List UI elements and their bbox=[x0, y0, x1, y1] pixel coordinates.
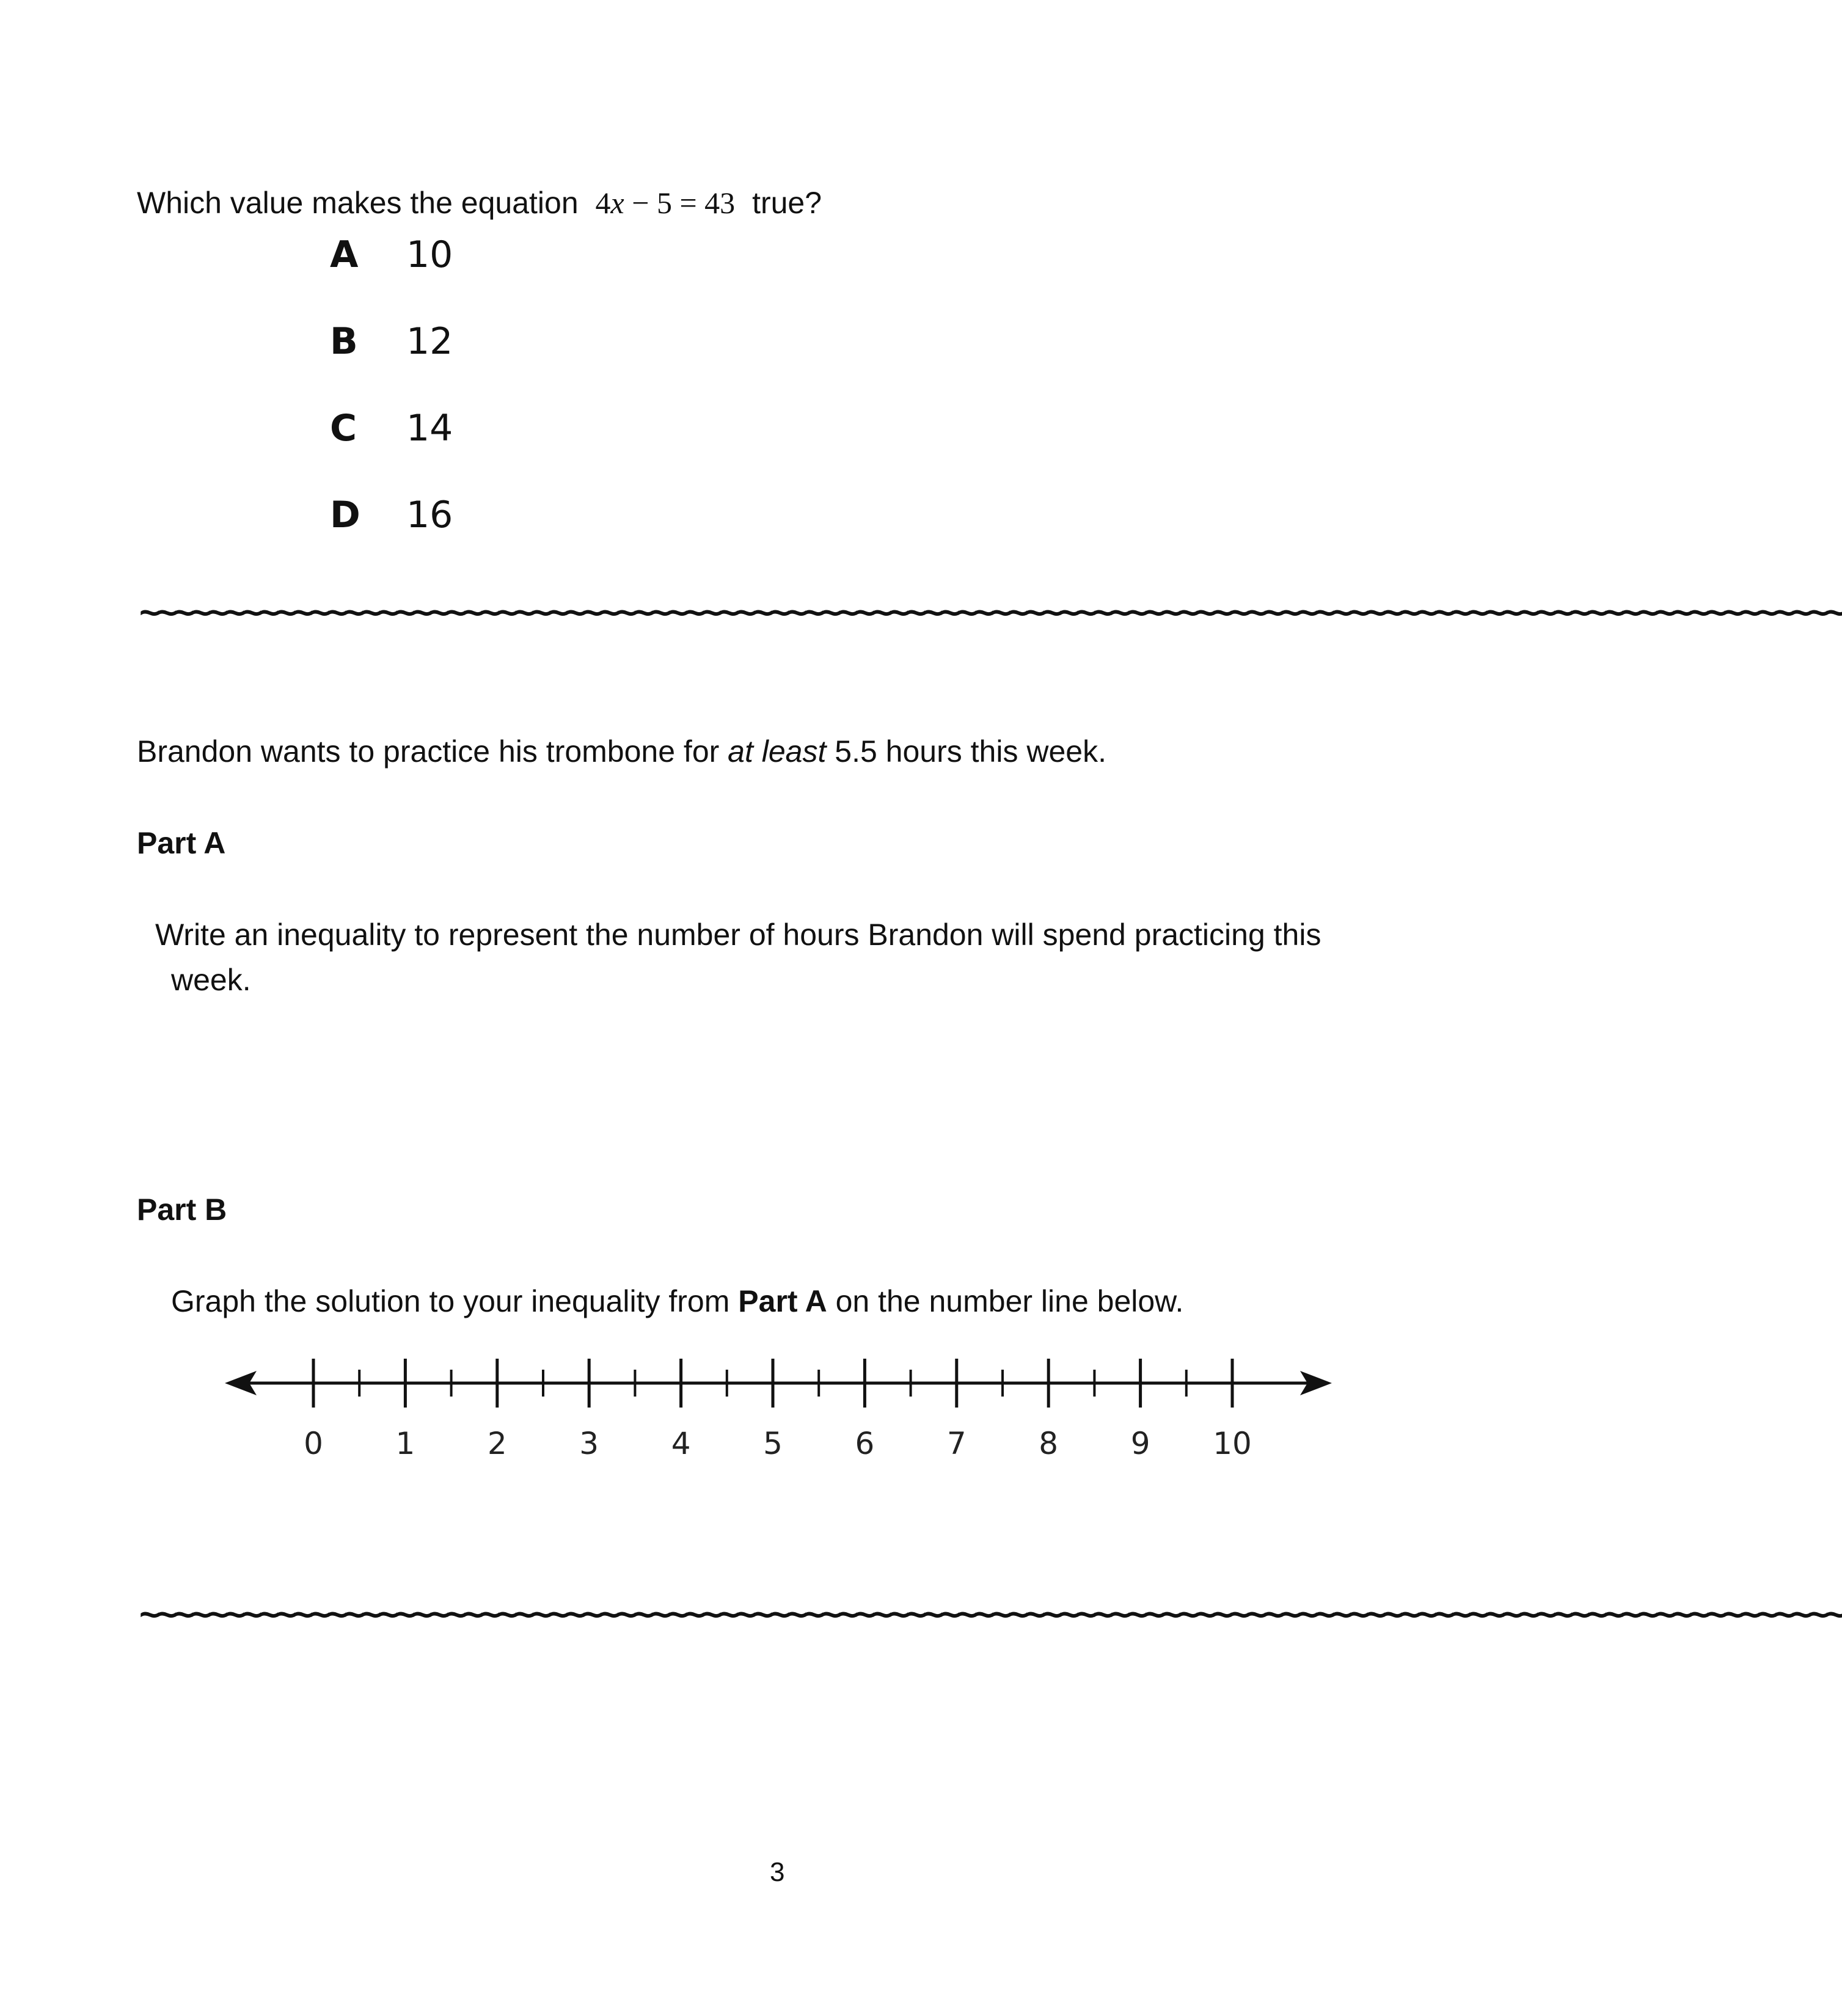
tick-label: 2 bbox=[487, 1426, 507, 1461]
number-line-ticks bbox=[313, 1359, 1232, 1408]
part-a-heading: Part A bbox=[137, 826, 226, 860]
choice-d[interactable] bbox=[330, 494, 453, 536]
number-line[interactable] bbox=[0, 1338, 1558, 1497]
question1-prompt bbox=[137, 184, 822, 221]
choice-value: 10 bbox=[406, 233, 453, 276]
equation-variable: x bbox=[610, 186, 624, 220]
choice-value: 14 bbox=[406, 407, 453, 450]
tick-label: 10 bbox=[1213, 1426, 1252, 1461]
part-b-text-end: on the number line below. bbox=[827, 1284, 1184, 1318]
equation-rest: − 5 = 43 bbox=[624, 186, 736, 220]
tick-label: 1 bbox=[395, 1426, 415, 1461]
part-a-text-line2: week. bbox=[171, 963, 251, 997]
tick-label: 5 bbox=[763, 1426, 783, 1461]
part-b-text bbox=[171, 1283, 1183, 1320]
choice-letter: B bbox=[330, 320, 358, 363]
tick-label: 3 bbox=[579, 1426, 599, 1461]
question1-prompt-start: Which value makes the equation bbox=[137, 186, 579, 220]
tick-label: 8 bbox=[1039, 1426, 1059, 1461]
tick-label: 7 bbox=[946, 1426, 967, 1461]
choice-value: 16 bbox=[406, 494, 453, 536]
number-line-labels bbox=[304, 1426, 1252, 1461]
tick-label: 0 bbox=[304, 1426, 323, 1461]
part-b-text-reference: Part A bbox=[738, 1284, 827, 1318]
page-number: 3 bbox=[770, 1857, 785, 1887]
part-b-heading: Part B bbox=[137, 1192, 227, 1227]
tick-label: 4 bbox=[671, 1426, 691, 1461]
question1-prompt-end: true? bbox=[752, 186, 822, 220]
choice-letter: D bbox=[330, 494, 360, 536]
question2-intro-end: 5.5 hours this week. bbox=[826, 734, 1106, 769]
tick-label: 9 bbox=[1130, 1426, 1150, 1461]
section-divider: ~~~~~~~~~~~~~~~~~~~~~~~~~~~~~~~~~~~~~~~~~~~~~~~~~~~~~~~~~~~~~~~~~~~~~~~~~~~~~~~~~~~~~~~~~~~~~~~~~~~~ bbox=[139, 593, 1842, 633]
choice-letter: C bbox=[330, 407, 357, 450]
section-divider: ~~~~~~~~~~~~~~~~~~~~~~~~~~~~~~~~~~~~~~~~~~~~~~~~~~~~~~~~~~~~~~~~~~~~~~~~~~~~~~~~~~~~~~~~~~~~~~~~~~~~ bbox=[139, 1595, 1842, 1635]
choice-b[interactable] bbox=[330, 320, 453, 363]
choice-a[interactable] bbox=[330, 233, 453, 276]
question2-intro-emphasis: at least bbox=[728, 734, 827, 769]
question2-intro-start: Brandon wants to practice his trombone for bbox=[137, 734, 728, 769]
equation bbox=[596, 186, 736, 220]
part-b-text-start: Graph the solution to your inequality from bbox=[171, 1284, 739, 1318]
choice-c[interactable] bbox=[330, 407, 453, 450]
equation-coefficient: 4 bbox=[595, 186, 611, 220]
question2-intro bbox=[137, 733, 1106, 770]
tick-label: 6 bbox=[855, 1426, 875, 1461]
choice-letter: A bbox=[330, 233, 359, 276]
choice-value: 12 bbox=[406, 320, 453, 363]
part-a-text-line1: Write an inequality to represent the number of hours Brandon will spend practicing this bbox=[155, 918, 1321, 952]
